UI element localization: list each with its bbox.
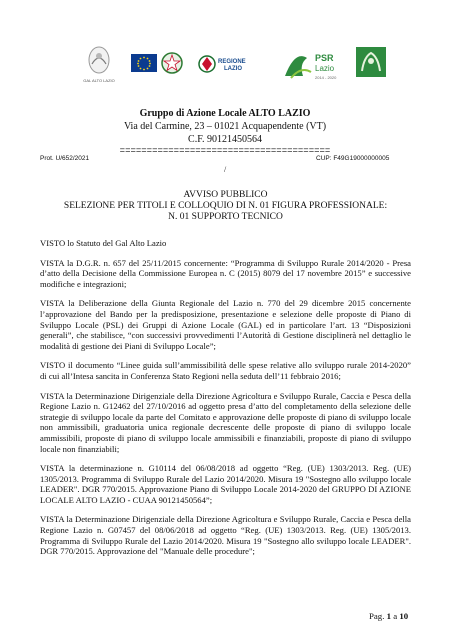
document-body [40,238,411,566]
gal-alto-lazio-logo [83,42,115,88]
psr-lazio-logo [281,46,357,86]
page-current: 1 [386,611,392,621]
letterhead [0,107,450,156]
notice-title [40,190,411,223]
tax-code: C.F. 90121450564 [188,134,262,145]
page-label: Pag. [369,611,385,621]
psr-years: 2014 - 2020 [315,75,337,80]
svg-text:Lazio: Lazio [315,64,335,73]
svg-text:LAZIO: LAZIO [224,66,242,72]
title-line-1: AVVISO PUBBLICO [183,190,268,200]
title-line-3: N. 01 SUPPORTO TECNICO [168,212,283,222]
organization-address: Via del Carmine, 23 – 01021 Acquapendente (VT) [123,121,327,132]
regione-lazio-logo [198,48,258,80]
paragraph-g07457: VISTA la Determinazione Dirigenziale della Direzione Agricoltura e Sviluppo Rurale, Caccia e Pesca della Regione Lazio n. G07457 del 08/06/2018 ad oggetto “Reg. (UE) 1303/2013. Reg. (UE) 1305/2013. Programma di Sviluppo Rurale del Lazio 2014/2020. Misura 19 "Sostegno allo sviluppo locale LEADER". DGR 770/2015. Approvazione del "Manuale delle procedure"; [40,514,411,557]
svg-text:REGIONE: REGIONE [218,59,246,65]
page-of: a [393,611,398,621]
paragraph-g12462: VISTA la Determinazione Dirigenziale della Direzione Agricoltura e Sviluppo Rurale, Caccia e Pesca della Regione Lazio n. G12462 del 27/10/2016 ad oggetto presa d’atto del completamento della selezione delle strategie di sviluppo locale da parte del Comitato e approvazione delle proposte di piano di sviluppo locale non ammissibili, graduatoria unica regionale decrescente delle proposte di piano di sviluppo locale ammissibili, proposte di piano di sviluppo locale ammissibili e finanziabili, proposte di piano di sviluppo locale non finanziabili; [40,390,411,454]
gal-logo-text: GAL ALTO LAZIO [83,78,115,83]
eu-flag-icon [131,54,157,72]
paragraph-linee-guida: VISTO il documento “Linee guida sull’ammissibilità delle spese relative allo sviluppo rurale 2014-2020” di cui all’Intesa sancita in Conferenza Stato Regioni nella seduta dell’11 febbraio 2016; [40,360,411,381]
header-separator: ======================================= [119,146,331,156]
leader-logo [356,47,386,77]
protocol-number: Prot. U/652/2021 [40,155,90,162]
organization-name: Gruppo di Azione Locale ALTO LAZIO [139,108,311,119]
logo-bar [0,46,450,88]
page-total: 10 [399,611,409,621]
paragraph-statuto: VISTO lo Statuto del Gal Alto Lazio [40,238,167,248]
paragraph-dgr-770: VISTA la Deliberazione della Giunta Regionale del Lazio n. 770 del 29 dicembre 2015 concernente l’approvazione del Bando per la predisposizione, presentazione e selezione delle proposte di Piano di Sviluppo Locale (PSL) dei Gruppi di Azione Locale (GAL) ed in particolare l’art. 13 “Disposizioni generali”, che stabilisce, “con successivi provvedimenti l’Autorità di Gestione disciplinerà nel dettaglio le modalità di gestione dei Piani di Sviluppo Locale”; [40,298,411,351]
paragraph-g10114: VISTA la determinazione n. G10114 del 06/08/2018 ad oggetto “Reg. (UE) 1303/2013. Reg. (UE) 1305/2013. Programma di Sviluppo Rurale del Lazio 2014/2020. Misura 19 "Sostegno allo sviluppo locale LEADER". DGR 770/2015. Approvazione Piano di Sviluppo Locale 2014-2020 del GRUPPO DI AZIONE LOCALE ALTO LAZIO - CUAA 90121450564”; [40,463,411,505]
title-line-2: SELEZIONE PER TITOLI E COLLOQUIO DI N. 01 FIGURA PROFESSIONALE: [63,201,388,211]
page-number [369,611,408,621]
italian-republic-emblem-icon [160,50,184,76]
cup-code: CUP: F49G19000000005 [316,155,390,162]
paragraph-dgr-657: VISTA la D.G.R. n. 657 del 25/11/2015 concernente: “Programma di Sviluppo Rurale 2014/2020 - Presa d’atto della Decisione della Commissione Europea n. C (2015) 8079 del 17 novembre 2015” e successive modifiche e integrazioni; [40,257,411,289]
protocol-slash: / [224,165,227,174]
svg-text:PSR: PSR [315,53,334,63]
